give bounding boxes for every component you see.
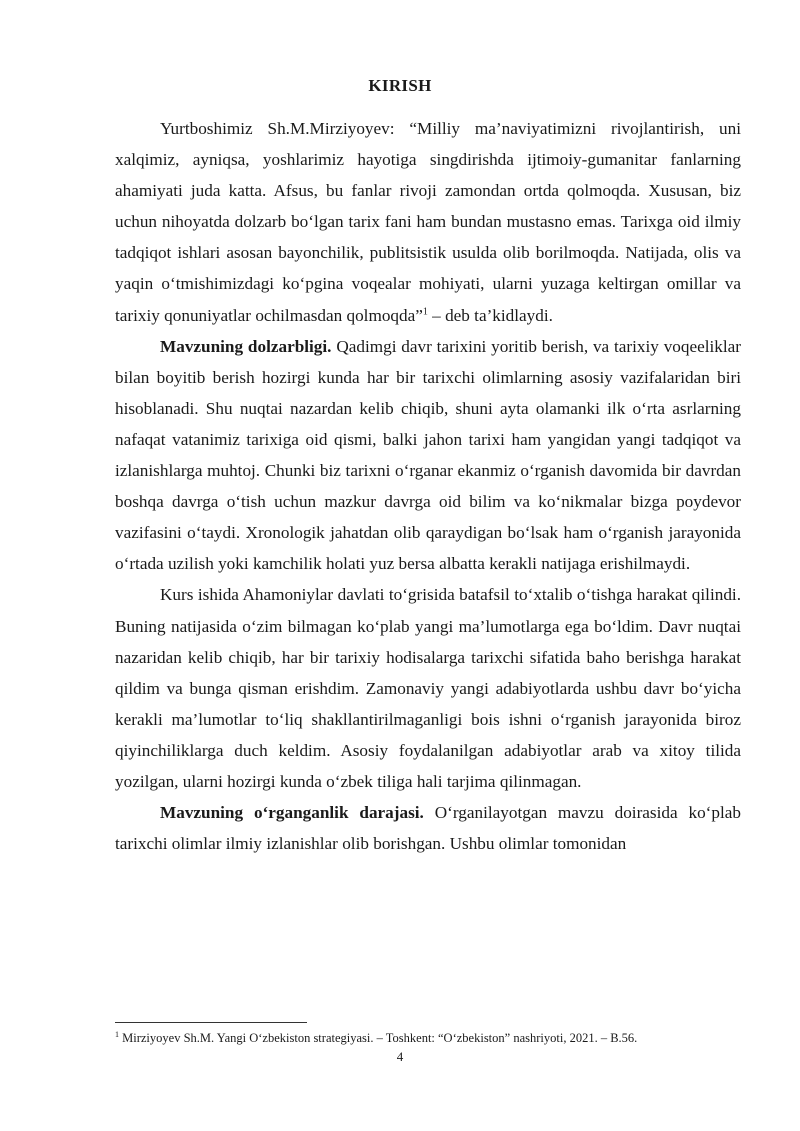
- footnote-separator: [115, 1022, 307, 1023]
- paragraph-relevance: [115, 331, 741, 580]
- relevance-heading: Mavzuning dolzarbligi.: [160, 336, 332, 356]
- paragraph-course-work: [115, 579, 741, 797]
- paragraph-intro-text: Yurtboshimiz Sh.M.Mirziyoyev: “Milliy ma’naviyatimizni rivojlantirish, uni xalqimiz, ayniqsa, yoshlarimiz hayotiga singdirishda ijtimoiy-gumanitar fanlarning ahamiyati juda katta. Afsus, bu fanlar rivoji zamondan ortda qolmoqda. Xususan, biz uchun nihoyatda dolzarb bo‘lgan tarix fani ham bundan mustasno emas. Tarixga oid ilmiy tadqiqot ishlari asosan bayonchilik, publitsistik usulda olib borilmoqda. Natijada, olis va yaqin o‘tmishimizdagi ko‘pgina voqealar mohiyati, ularni yuzaga keltirgan omillar va tarixiy qonuniyatlar ochilmasdan qolmoqda”: [115, 119, 741, 325]
- course-work-text: Kurs ishida Ahamoniylar davlati to‘grisida batafsil to‘xtalib o‘tishga harakat qilindi. Buning natijasida o‘zim bilmagan ko‘plab yangi ma’lumotlarga ega bo‘ldim. Davr nuqtai nazaridan kelib chiqib, har bir tarixiy hodisalarga tarixchi sifatida baho berishga harakat qildim va bunga qisman erishdim. Zamonaviy yangi adabiyotlarda ushbu davr bo‘yicha kerakli ma’lumotlar to‘liq shakllantirilmaganligi bois ishni o‘rganish jarayonida biroz qiyinchiliklarga duch keldim. Asosiy foydalanilgan adabiyotlar arab va xitoy tilida yozilgan, ularni hozirgi kunda o‘zbek tiliga hali tarjima qilinmagan.: [115, 585, 741, 791]
- relevance-text: Qadimgi davr tarixini yoritib berish, va tarixiy voqeeliklar bilan boyitib berish hozirgi kunda har bir tarixchi olimlarning asosiy vazifalaridan biri hisoblanadi. Shu nuqtai nazardan kelib chiqib, shuni ayta olamanki ilk o‘rta asrlarning nafaqat vatanimiz tarixiga oid qismi, balki jahon tarixi ham yangidan yangi tadqiqot va izlanishlarga muhtoj. Chunki biz tarixni o‘rganar ekanmiz o‘rganish davomida bir davrdan boshqa davrga o‘tish uchun mazkur davrga oid bilim va ko‘nikmalar bizga poydevor vazifasini o‘taydi. Xronologik jahatdan olib qaraydigan bo‘lsak ham o‘rganish jarayonida o‘rtada uzilish yoki kamchilik holati yuz bersa albatta kerakli natijaga erishilmaydi.: [115, 336, 742, 574]
- page-number: 4: [396, 1049, 404, 1064]
- paragraph-intro: [115, 113, 741, 331]
- paragraph-intro-tail: – deb ta’kidlaydi.: [427, 305, 553, 325]
- paragraph-study-level: [115, 797, 741, 859]
- body-text: [115, 113, 741, 859]
- footnote-text: Mirziyoyev Sh.M. Yangi O‘zbekiston strategiyasi. – Toshkent: “O‘zbekiston” nashriyoti, 2021. – B.56.: [119, 1031, 638, 1045]
- page-title: KIRISH: [368, 76, 432, 95]
- footnote-reference[interactable]: 1: [422, 305, 428, 317]
- study-level-text: O‘rganilayotgan mavzu doirasida ko‘plab tarixchi olimlar ilmiy izlanishlar olib borishgan. Ushbu olimlar tomonidan: [115, 803, 741, 854]
- study-level-heading: Mavzuning o‘rganganlik darajasi.: [160, 803, 424, 823]
- footnote-number: 1: [115, 1029, 119, 1039]
- footnote: [115, 1030, 741, 1046]
